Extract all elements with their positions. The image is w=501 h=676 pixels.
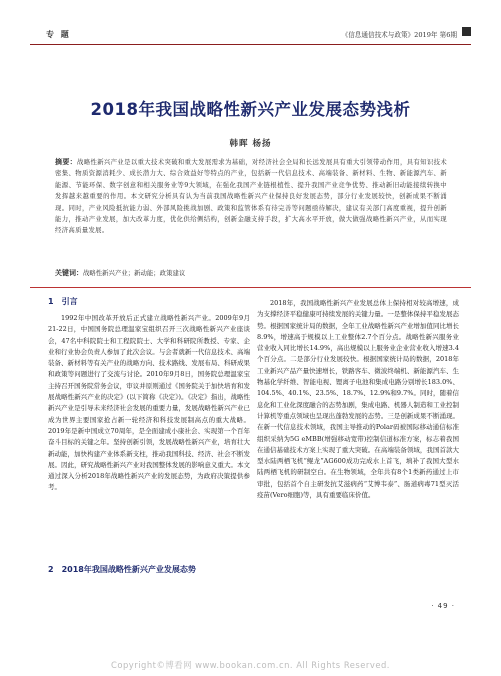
section-divider (30, 287, 471, 288)
keywords-text: 战略性新兴产业；新动能；政策建议 (83, 269, 186, 277)
section-heading-intro: 1 引言 (48, 297, 78, 306)
header-square-icon (462, 27, 471, 36)
header-rule (30, 44, 471, 45)
keywords (55, 268, 447, 278)
section-heading-trends: 2 2018年我国战略性新兴产业发展态势 (48, 565, 196, 574)
abstract (55, 157, 447, 237)
abstract-text: 战略性新兴产业是以重大技术突破和重大发展需求为基础，对经济社会全局和长远发展具有重大引领带动作用，具有知识技术密集、物质资源消耗少、成长潜力大、综合效益好等特点的产业，包括新一代信息技术、高端装备、新材料、生物、新能源汽车、新能源、节能环保、数字创意和相关服务业等9大领域，在强化我国产业链根植性、提升我国产业竞争优势、推动新旧动能接续转换中发挥越来越重要的作用。本文研究分析具有认为当前我国战略性新兴产业保持良好发展态势，部分行业发展较快，创新成果不断涌现。同时，产业风险抵抗能力弱、外部风险挑战加剧、政策和监管体系有待完善等问题亟待解决，建议有关部门高度重视，提升创新能力，推动产业发展，加大改革力度，优化供给侧结构，创新金融支持手段，扩大高水平开放，做大做强战略性新兴产业，从而实现经济高质量发展。 (55, 158, 447, 235)
page-header (30, 20, 471, 46)
journal-info: 《信息通信技术与政策》2019年 第6期 (341, 31, 457, 39)
article-title: 2018年我国战略性新兴产业发展态势浅析 (90, 100, 411, 119)
section-label: 专 题 (46, 30, 71, 39)
paragraph: 1992年中国改革开放后正式建立战略性新兴产业。2009年9月21-22日，中国国务院总理温家宝组织召开三次战略性新兴产业座谈会，47名中科院院士和工程院院士、大学和科研院所教授、专家、企业和行业协会负责人参加了此次会议。与会者就新一代信息技术、高端装备、新材料等有关产业的战略方向、技术路线、发展布局、科研成果和政策等问题进行了交流与讨论。2010年9月8日，国务院总理温家宝主持召开国务院常务会议，审议并原则通过《国务院关于加快培育和发展战略性新兴产业的决定》(以下简称《决定》)。《决定》指出，战略性新兴产业是引导未来经济社会发展的重要力量，发展战略性新兴产业已成为世界主要国家抢占新一轮经济和科技发展制高点的重大战略。2019年是新中国成立70周年，是全面建成小康社会、实现第一个百年奋斗目标的关键之年。坚持创新引领，发展战略性新兴产业，培育壮大新动能，加快构建产业体系新支柱，推动我国科技、经济、社会不断发展。因此，研究战略性新兴产业对我国整体发展的影响意义重大。本文通过深入分析2018年战略性新兴产业的发展态势，为政府决策提供参考。 (48, 314, 250, 492)
abstract-label: 摘要： (55, 158, 78, 166)
keywords-label: 关键词： (55, 269, 83, 277)
left-column (48, 313, 250, 494)
page-number: · 49 · (431, 602, 455, 610)
paragraph: 2018年，我国战略性新兴产业发展总体上保持相对较高增速，成为支撑经济平稳健康可持续发展的关键力量。一是整体保持平稳发展态势。根据国家统计局的数据，全年工业战略性新兴产业增加值同比增长8.9%，增速高于规模以上工业整体2.7个百分点。战略性新兴服务业营业收入同比增长14.9%，高出规模以上服务业企业营业收入增速3.4个百分点。二是部分行业发展较快。根据国家统计局的数据，2018年工业新兴产品产量快速增长，铁路客车、微波终端机、新能源汽车、生物基化学纤维、智能电视、锂离子电池和集成电路分别增长183.0%、104.5%、40.1%、23.5%、18.7%、12.9%和9.7%。同时，随着信息化和工业化深度融合的态势加剧，集成电路、机器人制造和工业控制计算机等重点领域也呈现出蓬勃发展的态势。三是创新成果不断涌现。在新一代信息技术领域，我国主导推动的Polar码被国际移动通信标准组织采纳为5G eMBB(增强移动宽带)控制信道标准方案，标志着我国在通信基础技术方案上实现了重大突破。在高端装备领域，我国首款大型水陆两栖飞机“鲲龙”AG600成功完成水上首飞，填补了我国大型水陆两栖飞机的研制空白。在生物领域，全年共有8个1类新药通过上市审批，包括首个自主研发抗艾滋病药“艾博韦泰”、肠道病毒71型灭活疫苗(Vero细胞)等，具有重要临床价值。 (257, 299, 459, 500)
copyright-watermark: Copyright©博看网 www.bookan.com.cn. All Rights Reserved. (111, 660, 390, 670)
authors: 韩晖 杨扬 (229, 139, 272, 149)
right-column (257, 298, 459, 501)
